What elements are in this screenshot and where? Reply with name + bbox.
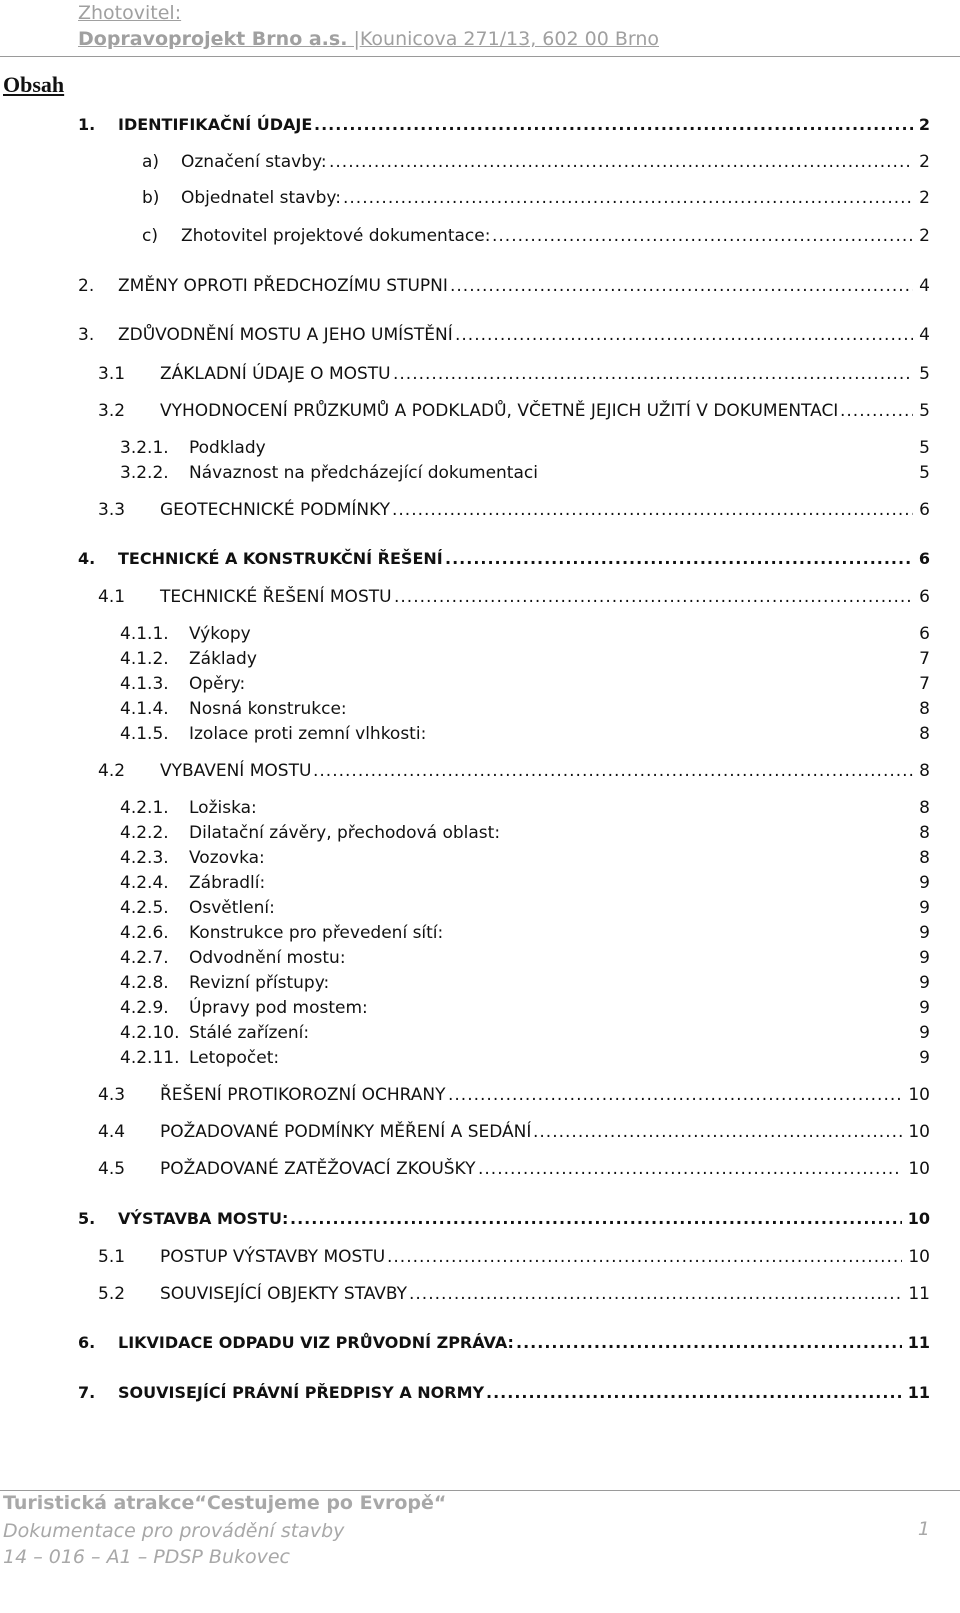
toc-title: Obsah [3,72,65,97]
toc-entry-number: 4.2.8. [120,973,169,993]
toc-entry-page: 8 [919,823,930,843]
toc-entry-page: 10 [908,1247,930,1267]
toc-entry-page: 2 [918,115,930,134]
footer-project-title: Turistická atrakce“Cestujeme po Evropě“ [3,1492,447,1514]
toc-entry[interactable] [0,113,960,137]
toc-entry-title: Stálé zařízení: [189,1023,310,1043]
toc-dot-leader [445,547,913,571]
toc-entry[interactable] [0,722,960,746]
toc-entry-number: 4.1.2. [120,649,169,669]
toc-entry-page: 8 [919,798,930,818]
toc-entry[interactable] [0,1381,960,1405]
toc-entry-page: 6 [919,624,930,644]
header-company-line [78,26,659,52]
toc-dot-leader [314,113,913,137]
toc-dot-leader [387,1245,902,1269]
toc-entry-number: 4.1 [98,587,126,607]
toc-entry-number: b) [142,188,160,208]
toc-dot-leader [290,1207,902,1231]
toc-entry-number: 4.2.6. [120,923,169,943]
toc-entry-page: 10 [908,1159,930,1179]
toc-entry-page: 11 [908,1284,930,1304]
toc-entry[interactable] [0,697,960,721]
toc-entry-title: VYBAVENÍ MOSTU [160,761,312,781]
toc-dot-leader [313,759,913,783]
toc-entry[interactable] [0,1282,960,1306]
toc-entry-page: 8 [919,761,930,781]
toc-dot-leader [533,1120,902,1144]
toc-entry[interactable] [0,150,960,174]
toc-dot-leader [329,150,913,174]
toc-entry[interactable] [0,498,960,522]
toc-entry-title: Zhotovitel projektové dokumentace: [181,226,491,246]
toc-entry-page: 9 [919,873,930,893]
toc-entry-number: 4.2.11. [120,1048,180,1068]
toc-entry-number: 3.2 [98,401,126,421]
toc-entry-page: 2 [919,152,930,172]
toc-entry-page: 5 [919,401,930,421]
toc-entry-title: SOUVISEJÍCÍ PRÁVNÍ PŘEDPISY A NORMY [118,1383,485,1402]
toc-entry-number: 4.2.3. [120,848,169,868]
toc-entry[interactable] [0,796,960,820]
toc-entry[interactable] [0,896,960,920]
toc-entry-page: 10 [907,1209,930,1228]
toc-entry-page: 5 [919,463,930,483]
toc-entry-page: 9 [919,998,930,1018]
toc-entry-number: a) [142,152,160,172]
toc-entry-page: 7 [919,674,930,694]
toc-entry-title: Úpravy pod mostem: [189,998,368,1018]
toc-entry-page: 6 [919,587,930,607]
toc-entry-page: 2 [919,188,930,208]
toc-entry[interactable] [0,846,960,870]
toc-entry-number: 4.5 [98,1159,126,1179]
toc-entry-page: 5 [919,364,930,384]
toc-entry[interactable] [0,1245,960,1269]
toc-entry-number: 4. [78,549,96,568]
toc-entry[interactable] [0,1120,960,1144]
toc-entry[interactable] [0,547,960,571]
toc-entry-number: 3.2.1. [120,438,169,458]
toc-dot-leader [393,362,913,386]
toc-entry-title: ZMĚNY OPROTI PŘEDCHOZÍMU STUPNI [118,276,448,296]
toc-entry-number: 3.3 [98,500,126,520]
toc-entry-title: Dilatační závěry, přechodová oblast: [189,823,501,843]
toc-dot-leader [840,399,913,423]
toc-entry-number: 3.1 [98,364,126,384]
toc-entry-page: 4 [919,276,930,296]
toc-entry[interactable] [0,921,960,945]
toc-dot-leader [478,1157,902,1181]
toc-entry[interactable] [0,323,960,347]
toc-entry-page: 11 [907,1383,930,1402]
footer-doc-code: 14 – 016 – A1 – PDSP Bukovec [3,1546,290,1568]
toc-entry-number: 4.2.10. [120,1023,180,1043]
header-company: Dopravoprojekt Brno a.s. [78,28,348,50]
header-rule [0,56,960,57]
toc-dot-leader [486,1381,902,1405]
toc-entry-number: 4.4 [98,1122,126,1142]
toc-entry[interactable] [0,585,960,609]
toc-entry-page: 9 [919,1048,930,1068]
toc-entry-title: ZDŮVODNĚNÍ MOSTU A JEHO UMÍSTĚNÍ [118,325,453,345]
toc-entry-page: 9 [919,973,930,993]
toc-dot-leader [450,274,913,298]
toc-entry-number: 3. [78,325,95,345]
toc-dot-leader [492,224,913,248]
toc-entry-title: VYHODNOCENÍ PRŮZKUMŮ A PODKLADŮ, VČETNĚ JEJICH UŽITÍ V DOKUMENTACI [160,401,839,421]
toc-entry-page: 11 [907,1333,930,1352]
toc-entry-number: 6. [78,1333,96,1352]
header-separator: | [347,28,360,50]
toc-entry[interactable] [0,1021,960,1045]
toc-entry-title: Izolace proti zemní vlhkosti: [189,724,427,744]
toc-entry-title: Vozovka: [189,848,265,868]
toc-entry-title: Výkopy [189,624,251,644]
toc-entry-title: Odvodnění mostu: [189,948,346,968]
toc-entry-number: c) [142,226,158,246]
footer-doc-type: Dokumentace pro provádění stavby [3,1520,345,1542]
toc-entry-title: LIKVIDACE ODPADU VIZ PRŮVODNÍ ZPRÁVA: [118,1333,514,1352]
header-address: Kounicova 271/13, 602 00 Brno [359,28,660,50]
toc-entry[interactable] [0,622,960,646]
toc-entry-page: 8 [919,699,930,719]
toc-entry-title: Objednatel stavby: [181,188,341,208]
toc-dot-leader [343,186,913,210]
toc-entry-title: POSTUP VÝSTAVBY MOSTU [160,1247,386,1267]
toc-entry-title: Základy [189,649,257,669]
toc-entry[interactable] [0,186,960,210]
toc-entry-page: 9 [919,1023,930,1043]
toc-entry-title: Letopočet: [189,1048,280,1068]
toc-entry-page: 9 [919,923,930,943]
toc-entry-number: 4.1.1. [120,624,169,644]
toc-entry[interactable] [0,647,960,671]
toc-entry[interactable] [0,224,960,248]
toc-entry-number: 4.2.9. [120,998,169,1018]
toc-entry-page: 4 [919,325,930,345]
toc-entry[interactable] [0,1157,960,1181]
toc-entry[interactable] [0,1207,960,1231]
toc-entry[interactable] [0,399,960,423]
toc-entry-number: 5. [78,1209,96,1228]
toc-entry-title: Označení stavby: [181,152,327,172]
toc-entry[interactable] [0,1083,960,1107]
toc-entry[interactable] [0,461,960,485]
toc-entry-page: 6 [919,500,930,520]
toc-entry-page: 8 [919,848,930,868]
toc-entry-title: TECHNICKÉ A KONSTRUKČNÍ ŘEŠENÍ [118,549,443,568]
toc-entry[interactable] [0,274,960,298]
toc-entry-title: ŘEŠENÍ PROTIKOROZNÍ OCHRANY [160,1085,446,1105]
toc-entry-number: 3.2.2. [120,463,169,483]
toc-entry-number: 4.1.5. [120,724,169,744]
toc-entry[interactable] [0,946,960,970]
toc-entry[interactable] [0,821,960,845]
toc-entry-title: Opěry: [189,674,246,694]
toc-entry-number: 7. [78,1383,96,1402]
toc-dot-leader [409,1282,902,1306]
toc-entry-title: Návaznost na předcházející dokumentaci [189,463,538,483]
toc-entry-page: 8 [919,724,930,744]
toc-entry-page: 9 [919,898,930,918]
toc-entry-number: 5.1 [98,1247,126,1267]
toc-entry-number: 4.3 [98,1085,126,1105]
toc-entry-number: 4.2 [98,761,126,781]
toc-entry-title: SOUVISEJÍCÍ OBJEKTY STAVBY [160,1284,408,1304]
toc-entry-title: ZÁKLADNÍ ÚDAJE O MOSTU [160,364,391,384]
toc-entry[interactable] [0,672,960,696]
toc-entry[interactable] [0,759,960,783]
toc-dot-leader [448,1083,902,1107]
toc-entry-title: Osvětlení: [189,898,275,918]
toc-entry-title: Podklady [189,438,266,458]
toc-entry-title: Nosná konstrukce: [189,699,347,719]
toc-entry[interactable] [0,871,960,895]
toc-entry-page: 5 [919,438,930,458]
toc-entry-page: 2 [919,226,930,246]
toc-entry-title: GEOTECHNICKÉ PODMÍNKY [160,500,391,520]
toc-dot-leader [392,498,913,522]
footer-page-number: 1 [917,1518,930,1540]
toc-entry-title: Ložiska: [189,798,257,818]
toc-entry-page: 7 [919,649,930,669]
toc-entry-number: 4.2.1. [120,798,169,818]
toc-entry-title: Revizní přístupy: [189,973,330,993]
toc-entry-number: 4.2.7. [120,948,169,968]
toc-entry-page: 10 [908,1085,930,1105]
toc-entry-page: 9 [919,948,930,968]
toc-entry-title: POŽADOVANÉ ZATĚŽOVACÍ ZKOUŠKY [160,1159,476,1179]
toc-entry-number: 5.2 [98,1284,126,1304]
toc-entry[interactable] [0,996,960,1020]
toc-entry[interactable] [0,1331,960,1355]
toc-entry[interactable] [0,1046,960,1070]
toc-entry-title: Konstrukce pro převedení sítí: [189,923,444,943]
page-header [78,0,659,52]
toc-entry-title: VÝSTAVBA MOSTU: [118,1209,289,1228]
toc-dot-leader [516,1331,902,1355]
toc-entry-title: TECHNICKÉ ŘEŠENÍ MOSTU [160,587,392,607]
toc-entry-number: 4.2.4. [120,873,169,893]
toc-entry-title: POŽADOVANÉ PODMÍNKY MĚŘENÍ A SEDÁNÍ [160,1122,532,1142]
toc-entry-number: 4.2.5. [120,898,169,918]
toc-dot-leader [394,585,913,609]
toc-entry-page: 6 [918,549,930,568]
toc-entry-page: 10 [908,1122,930,1142]
toc-entry-number: 1. [78,115,96,134]
toc-entry[interactable] [0,436,960,460]
toc-dot-leader [455,323,913,347]
toc-entry[interactable] [0,362,960,386]
toc-entry-number: 4.1.4. [120,699,169,719]
toc-entry-number: 4.2.2. [120,823,169,843]
toc-entry-title: Zábradlí: [189,873,266,893]
header-label: Zhotovitel: [78,2,182,24]
toc-entry-number: 4.1.3. [120,674,169,694]
toc-entry-number: 2. [78,276,95,296]
toc-entry-title: IDENTIFIKAČNÍ ÚDAJE [118,115,313,134]
toc-entry[interactable] [0,971,960,995]
